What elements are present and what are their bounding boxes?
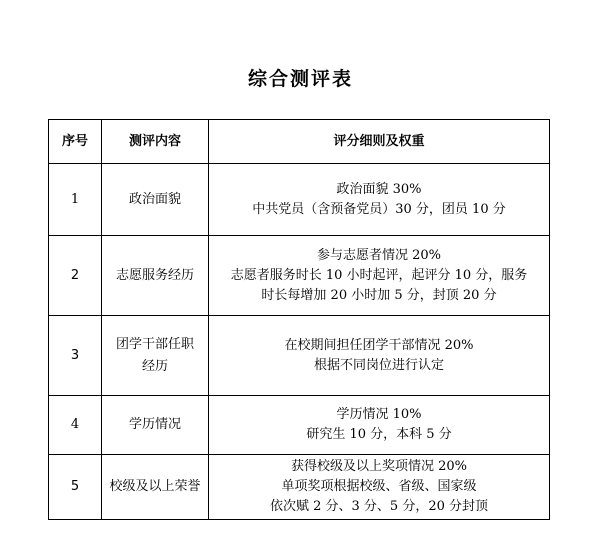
row-detail bbox=[209, 455, 550, 520]
table-header-row bbox=[49, 120, 550, 164]
detail-line: 时长每增加 20 小时加 5 分，封顶 20 分 bbox=[261, 287, 497, 303]
detail-line: 在校期间担任团学干部情况 20% bbox=[284, 337, 474, 353]
table-row bbox=[49, 455, 550, 520]
row-detail bbox=[209, 396, 550, 455]
evaluation-table bbox=[48, 119, 550, 520]
row-no: 1 bbox=[49, 164, 102, 236]
row-item: 校级及以上荣誉 bbox=[102, 455, 209, 520]
table-row bbox=[49, 236, 550, 316]
header-no: 序号 bbox=[49, 120, 102, 164]
row-no: 4 bbox=[49, 396, 102, 455]
row-detail bbox=[209, 164, 550, 236]
row-detail bbox=[209, 316, 550, 396]
detail-line: 政治面貌 30% bbox=[336, 181, 422, 197]
detail-line: 单项奖项根据校级、省级、国家级 bbox=[281, 479, 477, 494]
row-item: 志愿服务经历 bbox=[102, 236, 209, 316]
row-item: 政治面貌 bbox=[102, 164, 209, 236]
row-item: 学历情况 bbox=[102, 396, 209, 455]
detail-line: 根据不同岗位进行认定 bbox=[313, 357, 444, 373]
table-row bbox=[49, 316, 550, 396]
row-no: 2 bbox=[49, 236, 102, 316]
detail-line: 研究生 10 分，本科 5 分 bbox=[306, 427, 452, 442]
table-row bbox=[49, 164, 550, 236]
row-item bbox=[102, 316, 209, 396]
detail-line: 参与志愿者情况 20% bbox=[316, 247, 442, 263]
header-item: 测评内容 bbox=[102, 120, 209, 164]
detail-line: 中共党员（含预备党员）30 分，团员 10 分 bbox=[252, 201, 506, 217]
header-detail: 评分细则及权重 bbox=[209, 120, 550, 164]
page-title: 综合测评表 bbox=[247, 68, 353, 90]
detail-line: 学历情况 10% bbox=[336, 407, 422, 422]
table-row bbox=[49, 396, 550, 455]
detail-line: 志愿者服务时长 10 小时起评，起评分 10 分，服务 bbox=[230, 267, 528, 283]
row-detail bbox=[209, 236, 550, 316]
detail-line: 依次赋 2 分、3 分、5 分，20 分封顶 bbox=[269, 499, 489, 514]
row-no: 3 bbox=[49, 316, 102, 396]
row-no: 5 bbox=[49, 455, 102, 520]
detail-line: 获得校级及以上奖项情况 20% bbox=[290, 459, 468, 474]
row-item-label: 团学干部任职经历 bbox=[115, 336, 194, 374]
